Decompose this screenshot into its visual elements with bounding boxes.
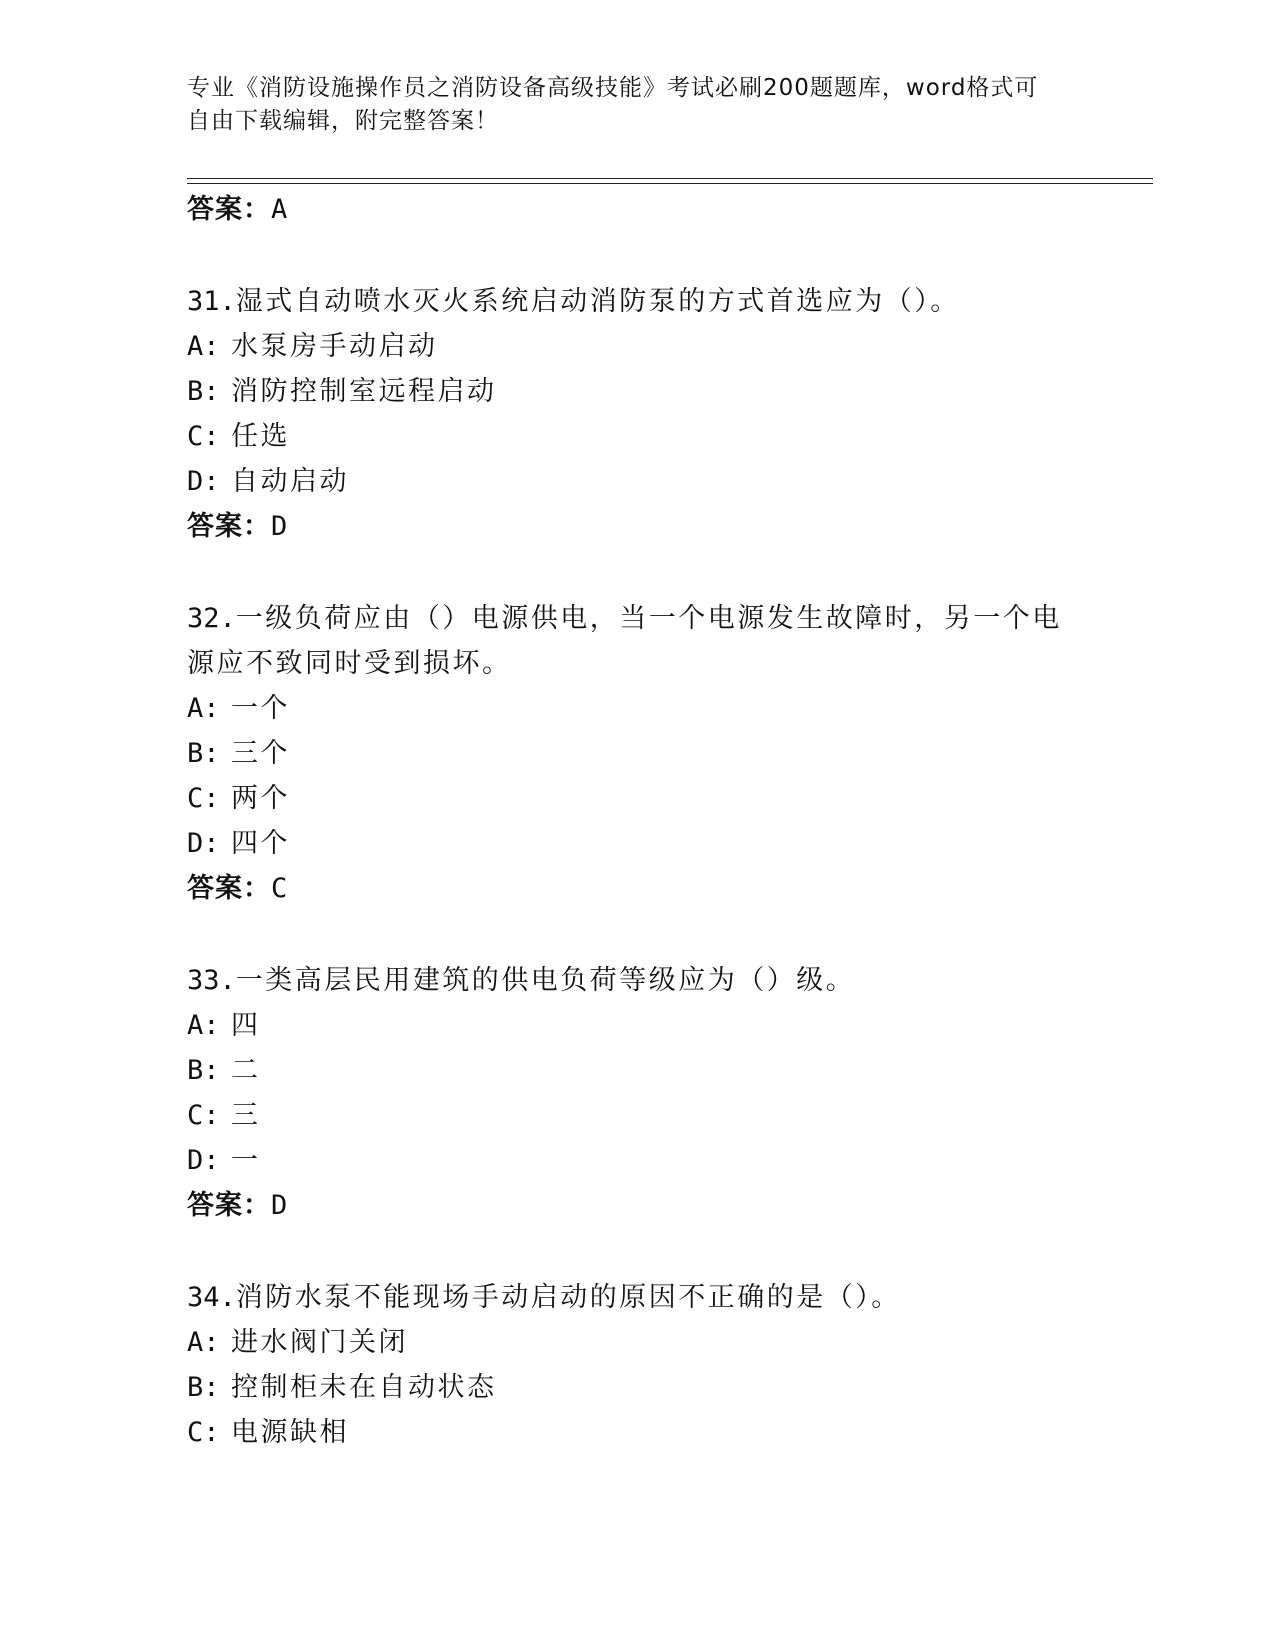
document-header — [187, 72, 1067, 138]
option-text: 二 — [231, 1055, 261, 1086]
option-key: C: — [187, 1417, 220, 1448]
answer-line — [187, 1183, 1087, 1228]
header-rule-top — [187, 178, 1153, 179]
question-block-32 — [187, 596, 1087, 911]
question-block-34 — [187, 1275, 1087, 1455]
question-stem: 一级负荷应由（）电源供电，当一个电源发生故障时，另一个电源应不致同时受到损坏。 — [187, 603, 1062, 679]
option-key: A: — [187, 331, 220, 362]
option-b — [187, 369, 1087, 414]
answer-value: C — [271, 873, 289, 904]
option-text: 一个 — [231, 693, 290, 724]
question-stem: 消防水泵不能现场手动启动的原因不正确的是（）。 — [235, 1282, 901, 1313]
option-a — [187, 324, 1087, 369]
option-key: B: — [187, 1372, 220, 1403]
option-text: 消防控制室远程启动 — [231, 376, 497, 407]
option-key: B: — [187, 738, 220, 769]
option-text: 两个 — [231, 783, 290, 814]
option-c — [187, 1093, 1087, 1138]
answer-label: 答案： — [187, 194, 271, 225]
question-number: 33. — [187, 965, 236, 996]
document-body — [187, 187, 1087, 1455]
option-text: 电源缺相 — [231, 1417, 349, 1448]
option-key: A: — [187, 1010, 220, 1041]
question-text — [187, 1275, 1087, 1320]
option-key: B: — [187, 376, 220, 407]
option-text: 一 — [231, 1145, 261, 1176]
option-text: 水泵房手动启动 — [231, 331, 438, 362]
header-line-2: 自由下载编辑，附完整答案！ — [187, 108, 499, 134]
option-text: 三 — [231, 1100, 261, 1131]
question-text — [187, 596, 1087, 686]
option-key: C: — [187, 421, 220, 452]
question-number: 32. — [187, 603, 236, 634]
option-b — [187, 1365, 1087, 1410]
option-a — [187, 1320, 1087, 1365]
answer-label: 答案： — [187, 873, 271, 904]
question-number: 31. — [187, 286, 236, 317]
option-text: 四个 — [231, 828, 290, 859]
option-text: 自动启动 — [231, 466, 349, 497]
option-a — [187, 686, 1087, 731]
question-text — [187, 958, 1087, 1003]
option-text: 进水阀门关闭 — [231, 1327, 408, 1358]
option-key: C: — [187, 783, 220, 814]
option-text: 四 — [231, 1010, 261, 1041]
option-text: 控制柜未在自动状态 — [231, 1372, 497, 1403]
question-number: 34. — [187, 1282, 236, 1313]
option-c — [187, 414, 1087, 459]
option-key: A: — [187, 1327, 220, 1358]
answer-value: D — [271, 511, 289, 542]
answer-line — [187, 866, 1087, 911]
option-key: C: — [187, 1100, 220, 1131]
option-c — [187, 776, 1087, 821]
answer-label: 答案： — [187, 511, 271, 542]
option-b — [187, 731, 1087, 776]
question-stem: 一类高层民用建筑的供电负荷等级应为（）级。 — [235, 965, 856, 996]
header-line-1: 专业《消防设施操作员之消防设备高级技能》考试必刷200题题库，word格式可 — [187, 75, 1039, 101]
option-key: B: — [187, 1055, 220, 1086]
option-key: D: — [187, 466, 220, 497]
option-d — [187, 1138, 1087, 1183]
question-block-33 — [187, 958, 1087, 1228]
answer-value: A — [271, 194, 289, 225]
option-d — [187, 459, 1087, 504]
question-block-31 — [187, 279, 1087, 549]
question-stem: 湿式自动喷水灭火系统启动消防泵的方式首选应为（）。 — [235, 286, 960, 317]
option-key: D: — [187, 1145, 220, 1176]
header-rule-bottom — [187, 183, 1153, 184]
option-a — [187, 1003, 1087, 1048]
option-d — [187, 821, 1087, 866]
option-text: 任选 — [231, 421, 290, 452]
answer-line — [187, 504, 1087, 549]
answer-label: 答案： — [187, 1190, 271, 1221]
option-c — [187, 1410, 1087, 1455]
option-key: D: — [187, 828, 220, 859]
answer-line — [187, 187, 1087, 232]
option-key: A: — [187, 693, 220, 724]
option-b — [187, 1048, 1087, 1093]
question-text — [187, 279, 1087, 324]
answer-value: D — [271, 1190, 289, 1221]
option-text: 三个 — [231, 738, 290, 769]
